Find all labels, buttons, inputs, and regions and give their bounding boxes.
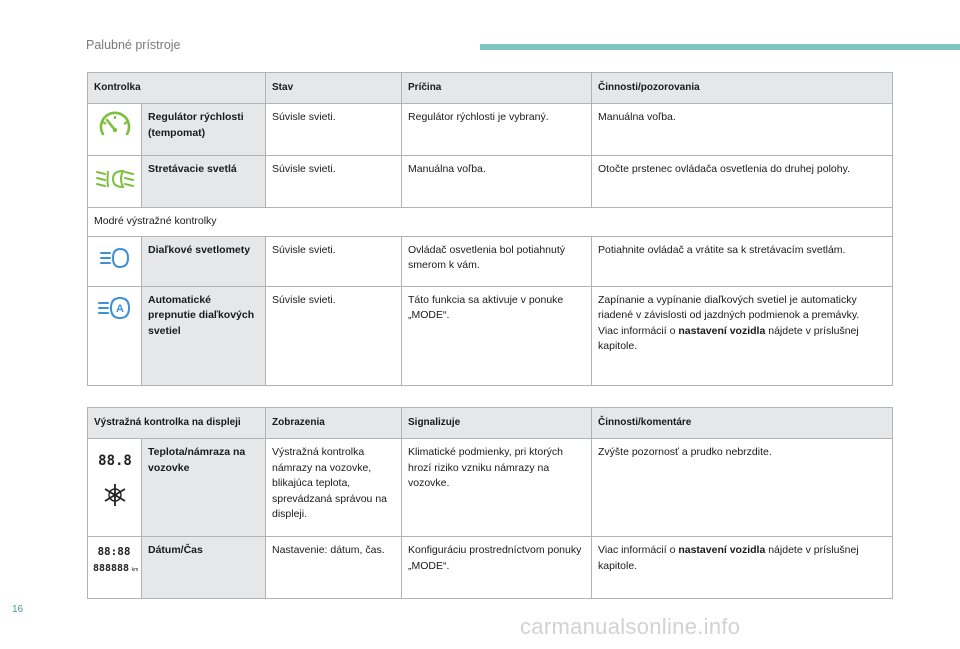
header-state: Stav	[266, 73, 402, 104]
table-row	[88, 236, 893, 286]
header-actions: Činnosti/pozorovania	[592, 73, 893, 104]
action-cell: Otočte prstenec ovládača osvetlenia do druhej polohy.	[592, 156, 893, 208]
display-cell: Nastavenie: dátum, čas.	[266, 537, 402, 599]
indicator-name: Diaľkové svetlomety	[142, 236, 266, 286]
state-cell: Súvisle svieti.	[266, 236, 402, 286]
indicator-table	[87, 72, 893, 386]
table-row	[88, 104, 893, 156]
action-cell: Manuálna voľba.	[592, 104, 893, 156]
signal-cell: Konfiguráciu prostredníctvom ponuky „MODE“.	[402, 537, 592, 599]
action-text-suffix: nájdete v príslušnej kapitole.	[598, 324, 859, 352]
header-signals: Signalizuje	[402, 408, 592, 439]
table-header-row	[88, 408, 893, 439]
indicator-name: Automatické prepnutie diaľkových svetiel	[142, 286, 266, 385]
icon-cell	[88, 439, 142, 537]
indicator-name: Stretávacie svetlá	[142, 156, 266, 208]
cause-cell: Manuálna voľba.	[402, 156, 592, 208]
state-cell: Súvisle svieti.	[266, 286, 402, 385]
header-displays: Zobrazenia	[266, 408, 402, 439]
action-cell: Zvýšte pozornosť a prudko nebrzdite.	[592, 439, 893, 537]
group-label-row	[88, 208, 893, 237]
icon-cell	[88, 286, 142, 385]
table-row	[88, 439, 893, 537]
icon-cell	[88, 236, 142, 286]
icon-cell	[88, 156, 142, 208]
cause-cell: Regulátor rýchlosti je vybraný.	[402, 104, 592, 156]
state-cell: Súvisle svieti.	[266, 104, 402, 156]
page-number: 16	[12, 604, 24, 615]
group-label: Modré výstražné kontrolky	[88, 208, 893, 237]
action-cell: Potiahnite ovládač a vrátite sa k stretávacím svetlám.	[592, 236, 893, 286]
action-text-prefix: Viac informácií o	[598, 544, 679, 556]
header-accent-bar	[480, 44, 960, 50]
icon-cell	[88, 537, 142, 599]
icon-cell	[88, 104, 142, 156]
svg-text:88:88: 88:88	[96, 545, 131, 558]
header-indicator: Kontrolka	[88, 73, 266, 104]
svg-text:88.8: 88.8	[97, 453, 132, 469]
indicator-name: Regulátor rýchlosti (tempomat)	[142, 104, 266, 156]
action-text: Zapínanie a vypínanie diaľkových svetiel je automaticky riadené v závislosti od jazdných podmienok a premávky.	[598, 293, 860, 321]
action-text-suffix: nájdete v príslušnej kapitole.	[598, 544, 859, 572]
header-display-warning: Výstražná kontrolka na displeji	[88, 408, 266, 439]
display-warning-table	[87, 407, 893, 599]
header-cause: Príčina	[402, 73, 592, 104]
cause-cell: Ovládač osvetlenia bol potiahnutý smerom k vám.	[402, 236, 592, 286]
table-row	[88, 537, 893, 599]
state-cell: Súvisle svieti.	[266, 156, 402, 208]
action-cell	[592, 286, 893, 385]
display-cell: Výstražná kontrolka námrazy na vozovke, blikajúca teplota, sprevádzaná správou na displeji.	[266, 439, 402, 537]
dipped-beam-icon	[93, 156, 137, 200]
svg-text:A: A	[115, 302, 124, 315]
date-time-icon	[90, 537, 140, 581]
signal-cell: Klimatické podmienky, pri ktorých hrozí riziko vzniku námrazy na vozovke.	[402, 439, 592, 537]
action-text-bold: nastavení vozidla	[678, 324, 766, 337]
action-text-bold: nastavení vozidla	[678, 544, 766, 556]
temperature-frost-icon	[93, 439, 137, 519]
svg-text:km: km	[131, 567, 138, 573]
header-comments: Činnosti/komentáre	[592, 408, 893, 439]
section-title: Palubné prístroje	[86, 38, 181, 52]
table-row	[88, 286, 893, 385]
cause-cell: Táto funkcia sa aktivuje v ponuke „MODE“.	[402, 286, 592, 385]
cruise-control-icon	[93, 104, 137, 148]
table-header-row	[88, 73, 893, 104]
main-beam-icon	[93, 237, 137, 281]
indicator-name: Dátum/Čas	[142, 537, 266, 599]
action-cell	[592, 537, 893, 599]
watermark: carmanualsonline.info	[520, 614, 741, 639]
table-row	[88, 156, 893, 208]
svg-text:888888: 888888	[92, 563, 129, 574]
indicator-name: Teplota/námraza na vozovke	[142, 439, 266, 537]
auto-main-beam-icon	[93, 287, 137, 331]
action-text-prefix: Viac informácií o	[598, 324, 679, 337]
